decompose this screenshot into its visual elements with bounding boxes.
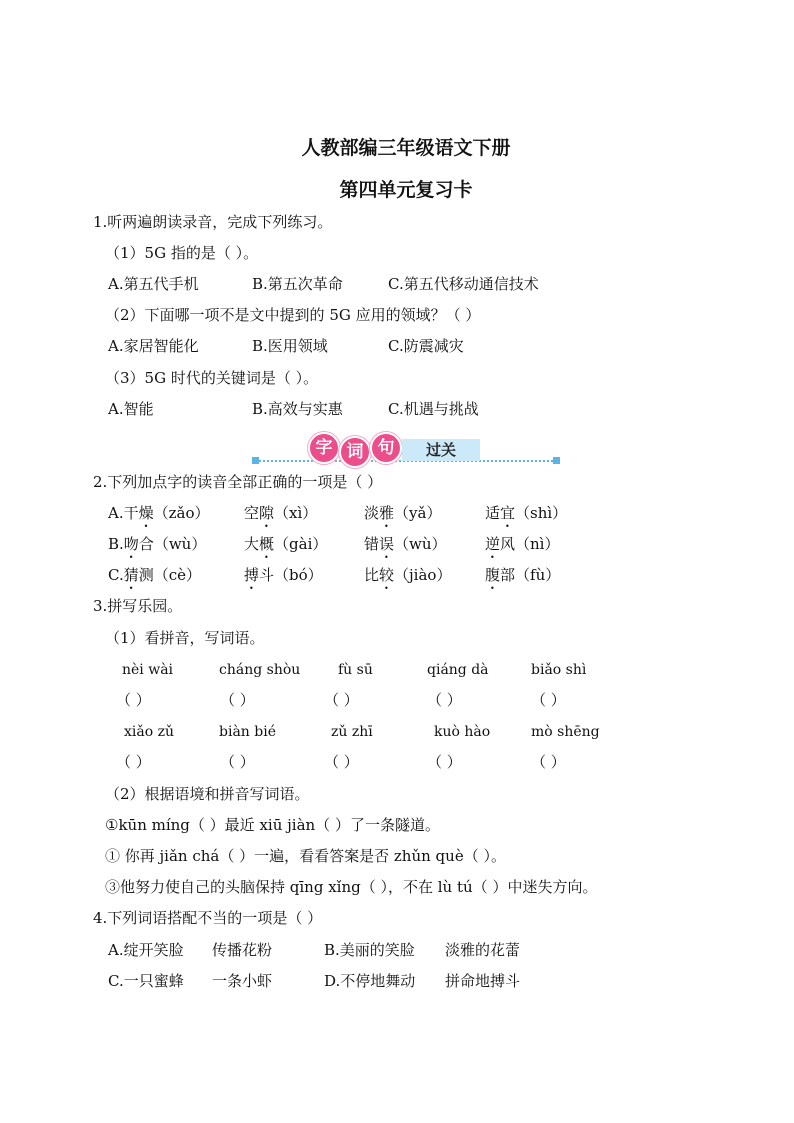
banner-char-badge: 词 — [339, 436, 371, 468]
q4-option: 淡雅的花蕾 — [445, 941, 521, 959]
q2-option — [108, 565, 201, 593]
q3-sentence: ③他努力使自己的头脑保持 qīng xǐng（ ），不在 lù tú（ ）中迷失方向。 — [105, 878, 598, 896]
q2-option — [364, 534, 447, 562]
q2-option — [244, 534, 327, 562]
banner-char-badge: 句 — [370, 432, 402, 464]
answer-blank[interactable]: （ ） — [220, 691, 255, 709]
q1-sub1-option-b: B.第五次革命 — [252, 275, 343, 293]
q1-sub2: （2）下面哪一项不是文中提到的 5G 应用的领域？（ ） — [105, 306, 481, 324]
q4-option: B.美丽的笑脸 — [324, 941, 415, 959]
q2-option — [485, 503, 567, 531]
pinyin-prompt: biǎo shì — [531, 662, 587, 678]
q1-sub3: （3）5G 时代的关键词是（ ）。 — [105, 369, 319, 387]
pinyin-prompt: qiáng dà — [427, 662, 489, 678]
q2-option — [364, 503, 441, 531]
dotted-character: 燥 — [138, 504, 154, 522]
option-text: C. — [108, 566, 124, 584]
option-text: 测（cè） — [138, 566, 202, 584]
q2-option — [108, 534, 206, 562]
q4-stem: 4.下列词语搭配不当的一项是（ ） — [93, 909, 323, 927]
q2-option — [485, 534, 559, 562]
pinyin-prompt: mò shēng — [531, 724, 600, 740]
option-text: 大 — [244, 535, 260, 553]
banner-char-badge: 字 — [308, 432, 340, 464]
option-text: （yǎ） — [394, 504, 442, 522]
option-text: （xì） — [274, 504, 318, 522]
q4-option: D.不停地舞动 — [324, 972, 416, 990]
answer-blank[interactable]: （ ） — [427, 753, 462, 771]
option-text: B. — [108, 535, 124, 553]
answer-blank[interactable]: （ ） — [531, 691, 566, 709]
dotted-character: 误 — [379, 535, 395, 553]
q3-sentence: ①kūn míng（ ）最近 xiū jiàn（ ）了一条隧道。 — [105, 816, 440, 834]
q4-option: 一条小虾 — [212, 972, 273, 990]
section-banner — [252, 430, 560, 468]
pinyin-prompt: cháng shòu — [219, 662, 301, 678]
pinyin-prompt: fù sū — [338, 662, 373, 678]
page-subtitle: 第四单元复习卡 — [339, 179, 473, 201]
option-text: 斗（bó） — [259, 566, 323, 584]
option-text: 空 — [244, 504, 260, 522]
q1-sub1-option-c: C.第五代移动通信技术 — [388, 275, 539, 293]
dotted-character: 逆 — [485, 535, 501, 553]
option-text: （gài） — [274, 535, 328, 553]
q3-sub1: （1）看拼音，写词语。 — [105, 629, 265, 647]
answer-blank[interactable]: （ ） — [116, 691, 151, 709]
page-title: 人教部编三年级语文下册 — [301, 137, 511, 159]
q3-stem: 3.拼写乐园。 — [93, 597, 183, 615]
banner-label: 过关 — [402, 439, 480, 461]
dotted-character: 猜 — [123, 566, 139, 584]
q1-sub3-option-b: B.高效与实惠 — [252, 400, 343, 418]
q1-stem: 1.听两遍朗读录音，完成下列练习。 — [93, 213, 333, 231]
pinyin-prompt: biàn bié — [219, 724, 276, 740]
dotted-character: 宜 — [500, 504, 516, 522]
option-text: 淡 — [364, 504, 380, 522]
option-text: （zǎo） — [153, 504, 210, 522]
dotted-character: 雅 — [379, 504, 395, 522]
answer-blank[interactable]: （ ） — [324, 691, 359, 709]
option-text: 合（wù） — [138, 535, 207, 553]
q3-sentence: ① 你再 jiǎn chá（ ）一遍，看看答案是否 zhǔn què（ ）。 — [105, 847, 506, 865]
pinyin-prompt: xiǎo zǔ — [124, 724, 174, 740]
q4-option: A.绽开笑脸 — [108, 941, 184, 959]
option-text: （shì） — [515, 504, 568, 522]
option-text: 适 — [485, 504, 501, 522]
q2-stem: 2.下列加点字的读音全部正确的一项是（ ） — [93, 473, 383, 491]
option-text: A.干 — [108, 504, 139, 522]
dotted-character: 较 — [379, 566, 395, 584]
answer-blank[interactable]: （ ） — [220, 753, 255, 771]
q1-sub3-option-c: C.机遇与挑战 — [388, 400, 479, 418]
q4-option: C.一只蜜蜂 — [108, 972, 184, 990]
q1-sub2-option-b: B.医用领域 — [252, 337, 328, 355]
dotted-character: 隙 — [259, 504, 275, 522]
q1-sub2-option-c: C.防震减灾 — [388, 337, 464, 355]
answer-blank[interactable]: （ ） — [116, 753, 151, 771]
q3-sub2: （2）根据语境和拼音写词语。 — [105, 785, 310, 803]
q1-sub2-option-a: A.家居智能化 — [108, 337, 199, 355]
pinyin-prompt: nèi wài — [122, 662, 174, 678]
pinyin-prompt: zǔ zhī — [331, 724, 373, 740]
q2-option — [244, 503, 317, 531]
q2-option — [244, 565, 323, 593]
answer-blank[interactable]: （ ） — [427, 691, 462, 709]
pinyin-prompt: kuò hào — [434, 724, 491, 740]
dotted-character: 腹 — [485, 566, 501, 584]
option-text: 部（fù） — [500, 566, 561, 584]
option-text: 风（nì） — [500, 535, 560, 553]
q4-option: 传播花粉 — [212, 941, 273, 959]
option-text: （wù） — [394, 535, 447, 553]
dotted-character: 吻 — [123, 535, 139, 553]
banner-line-end-left — [252, 457, 259, 464]
q2-option — [364, 565, 451, 593]
q4-option: 拼命地搏斗 — [445, 972, 521, 990]
option-text: 比 — [364, 566, 380, 584]
q1-sub3-option-a: A.智能 — [108, 400, 154, 418]
q2-option — [108, 503, 210, 531]
banner-line-end-right — [553, 457, 560, 464]
q1-sub1: （1）5G 指的是（ ）。 — [105, 244, 259, 262]
option-text: 错 — [364, 535, 380, 553]
q1-sub1-option-a: A.第五代手机 — [108, 275, 199, 293]
option-text: （jiào） — [394, 566, 452, 584]
dotted-character: 概 — [259, 535, 275, 553]
dotted-character: 搏 — [244, 566, 260, 584]
answer-blank[interactable]: （ ） — [324, 753, 359, 771]
answer-blank[interactable]: （ ） — [531, 753, 566, 771]
q2-option — [485, 565, 560, 593]
